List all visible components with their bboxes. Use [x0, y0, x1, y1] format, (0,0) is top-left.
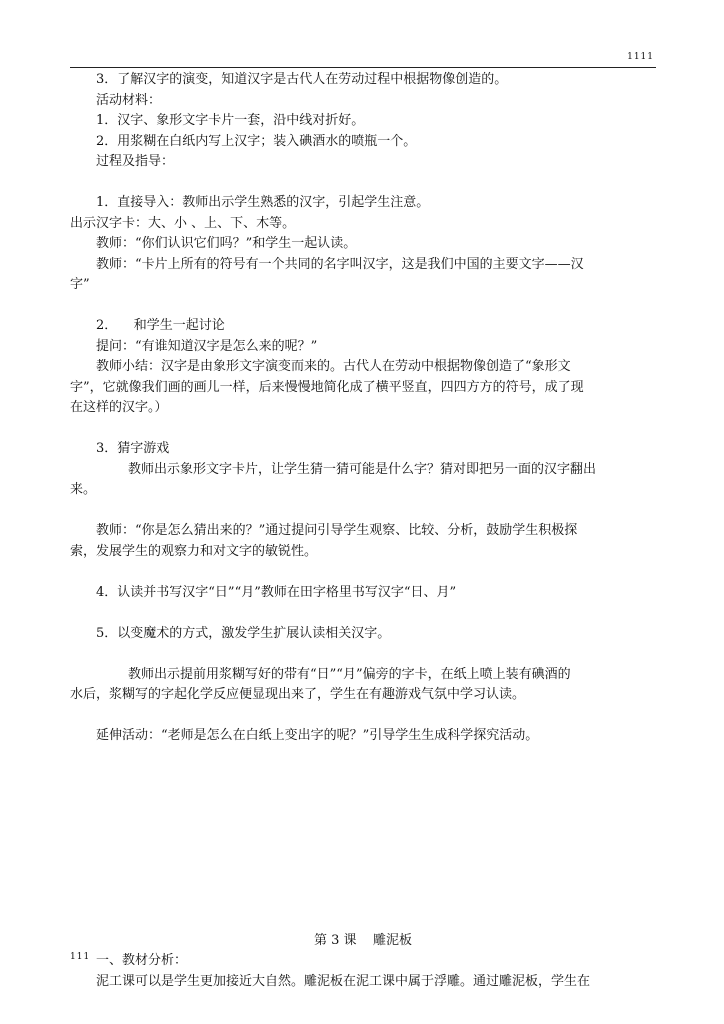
paragraph-line: 出示汉字卡：大、小 、上、下、木等。 [70, 215, 296, 231]
paragraph-line: 延伸活动：“老师是怎么在白纸上变出字的呢？”引导学生生成科学探究活动。 [96, 728, 539, 743]
step-heading: 1．直接导入：教师出示学生熟悉的汉字，引起学生注意。 [96, 195, 430, 210]
paragraph-line: 在这样的汉字。） [70, 400, 168, 415]
step-heading: 4．认读并书写汉字“日”“月”教师在田字格里书写汉字“日、月” [96, 584, 457, 600]
paragraph-line: 教师小结：汉字是由象形文字演变而来的。古代人在劳动中根据物像创造了“象形文 [96, 359, 571, 374]
spacer [70, 603, 656, 624]
spacer [70, 419, 656, 440]
document-body [70, 70, 656, 992]
goal-line: 3．了解汉字的演变，知道汉字是古代人在劳动过程中根据物像创造的。 [96, 72, 508, 87]
paragraph-line: 教师出示提前用浆糊写好的带有“日”“月”偏旁的字卡，在纸上喷上装有碘酒的 [128, 666, 571, 682]
paragraph-line: 来。 [70, 482, 97, 497]
paragraph-line: 水后，浆糊写的字起化学反应便显现出来了，学生在有趣游戏气氛中学习认读。 [70, 687, 526, 702]
spacer [70, 562, 656, 583]
section-heading: 一、教材分析： [96, 953, 188, 968]
paragraph-line: 教师出示象形文字卡片，让学生猜一猜可能是什么字？猜对即把另一面的汉字翻出 [128, 461, 597, 477]
spacer [70, 747, 656, 931]
step-heading: 3．猜字游戏 [96, 441, 170, 456]
spacer [70, 296, 656, 317]
spacer [70, 644, 656, 665]
lesson-title: 第 3 课 雕泥板 [313, 932, 413, 948]
spacer [70, 706, 656, 727]
materials-heading: 活动材料： [96, 92, 162, 108]
header-page-number: 1111 [627, 52, 654, 62]
paragraph-line: 提问：“有谁知道汉字是怎么来的呢？” [96, 338, 318, 354]
step-heading: 2． 和学生一起讨论 [96, 318, 225, 333]
paragraph-line: 字”，它就像我们画的画儿一样，后来慢慢地简化成了横平竖直，四四方方的符号，成了现 [70, 379, 584, 395]
material-item: 1．汉字、象形文字卡片一套，沿中线对折好。 [96, 113, 365, 128]
footer-page-number: 111 [70, 952, 91, 962]
header-rule [70, 67, 656, 68]
process-heading: 过程及指导： [96, 154, 175, 169]
spacer [70, 501, 656, 522]
spacer [70, 173, 656, 194]
paragraph-line: 教师：“卡片上所有的符号有一个共同的名字叫汉字，这是我们中国的主要文字——汉 [96, 256, 584, 272]
step-heading: 5．以变魔术的方式，激发学生扩展认读相关汉字。 [96, 625, 391, 641]
paragraph-line: 教师：“你是怎么猜出来的？”通过提问引导学生观察、比较、分析，鼓励学生积极探 [96, 523, 578, 538]
paragraph-line: 索，发展学生的观察力和对文字的敏锐性。 [70, 543, 318, 559]
paragraph-line: 教师：“你们认识它们吗？”和学生一起认读。 [96, 236, 357, 251]
paragraph-line: 泥工课可以是学生更加接近大自然。雕泥板在泥工课中属于浮雕。通过雕泥板，学生在 [96, 973, 591, 989]
material-item: 2．用浆糊在白纸内写上汉字；装入碘酒水的喷瓶一个。 [96, 133, 417, 149]
paragraph-line: 字” [70, 277, 90, 292]
